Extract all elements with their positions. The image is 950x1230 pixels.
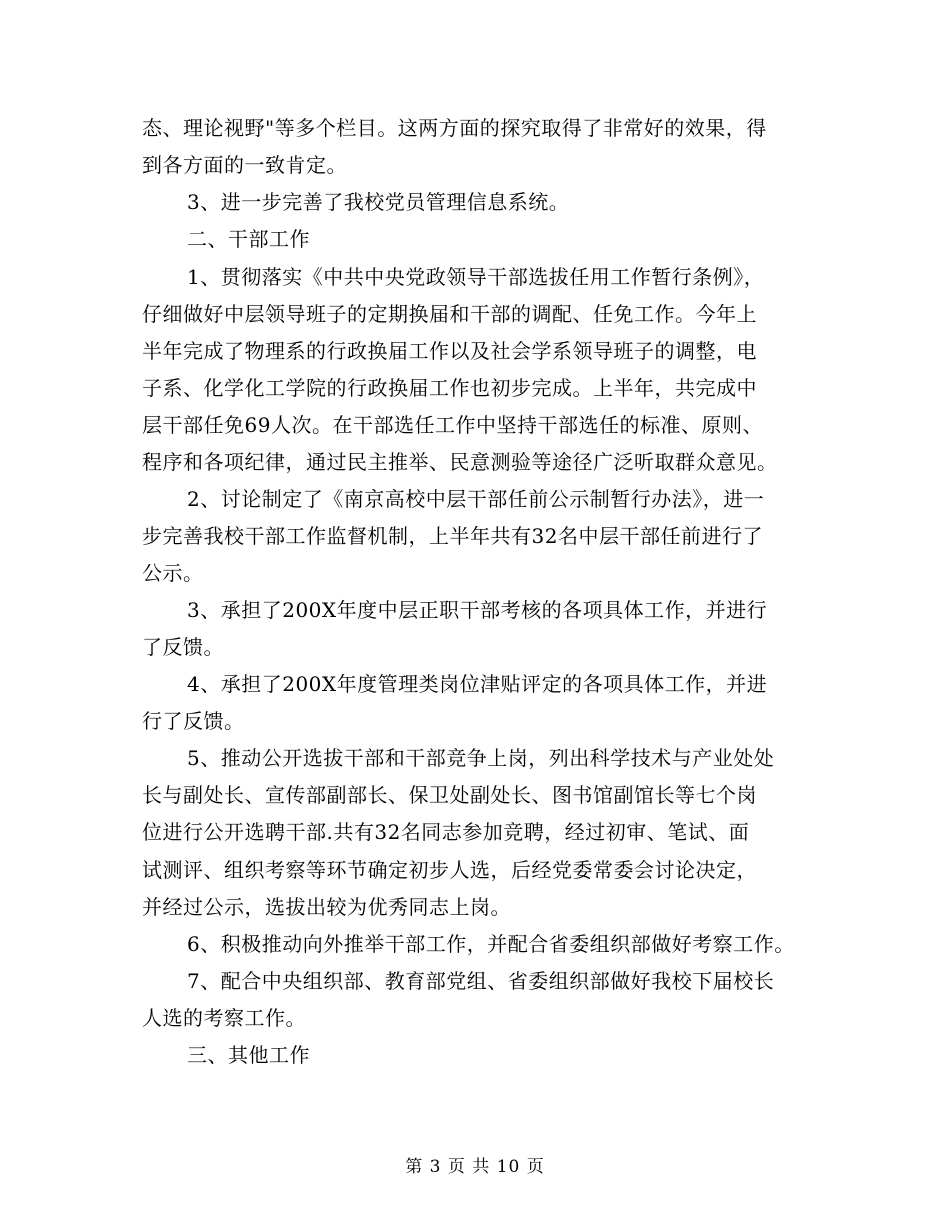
text-line: 半年完成了物理系的行政换届工作以及社会学系领导班子的调整，电 — [142, 339, 757, 363]
text-line: 2、讨论制定了《南京高校中层干部任前公示制暂行办法》，进一 — [187, 487, 765, 511]
text-line: 了反馈。 — [142, 635, 224, 659]
text-line: 仔细做好中层领导班子的定期换届和干部的调配、任免工作。今年上 — [142, 302, 757, 326]
text-line: 5、推动公开选拔干部和干部竞争上岗，列出科学技术与产业处处 — [187, 746, 775, 770]
page-number-footer: 第 3 页 共 10 页 — [405, 1157, 545, 1177]
text-line: 态、理论视野"等多个栏目。这两方面的探究取得了非常好的效果，得 — [142, 116, 767, 140]
text-line: 到各方面的一致肯定。 — [142, 153, 347, 177]
text-line: 人选的考察工作。 — [142, 1006, 306, 1030]
text-line: 6、积极推动向外推举干部工作，并配合省委组织部做好考察工作。 — [187, 932, 795, 956]
text-line: 程序和各项纪律，通过民主推举、民意测验等途径广泛听取群众意见。 — [142, 450, 778, 474]
text-line: 3、进一步完善了我校党员管理信息系统。 — [187, 190, 570, 214]
text-line: 1、贯彻落实《中共中央党政领导干部选拔任用工作暂行条例》， — [187, 265, 765, 289]
text-line: 4、承担了200X年度管理类岗位津贴评定的各项具体工作，并进 — [187, 672, 768, 696]
section-heading: 三、其他工作 — [187, 1043, 310, 1067]
text-line: 试测评、组织考察等环节确定初步人选，后经党委常委会讨论决定， — [142, 858, 757, 882]
text-line: 3、承担了200X年度中层正职干部考核的各项具体工作，并进行 — [187, 598, 768, 622]
text-line: 位进行公开选聘干部.共有32名同志参加竞聘，经过初审、笔试、面 — [142, 820, 750, 844]
text-line: 公示。 — [142, 561, 204, 585]
text-line: 层干部任免69人次。在干部选任工作中坚持干部选任的标准、原则、 — [142, 413, 763, 437]
text-line: 子系、化学化工学院的行政换届工作也初步完成。上半年，共完成中 — [142, 376, 757, 400]
text-line: 7、配合中央组织部、教育部党组、省委组织部做好我校下届校长 — [187, 969, 775, 993]
text-line: 步完善我校干部工作监督机制，上半年共有32名中层干部任前进行了 — [142, 524, 763, 548]
text-line: 并经过公示，选拔出较为优秀同志上岗。 — [142, 895, 511, 919]
text-line: 长与副处长、宣传部副部长、保卫处副处长、图书馆副馆长等七个岗 — [142, 783, 757, 807]
text-line: 行了反馈。 — [142, 709, 245, 733]
section-heading: 二、干部工作 — [187, 227, 310, 251]
